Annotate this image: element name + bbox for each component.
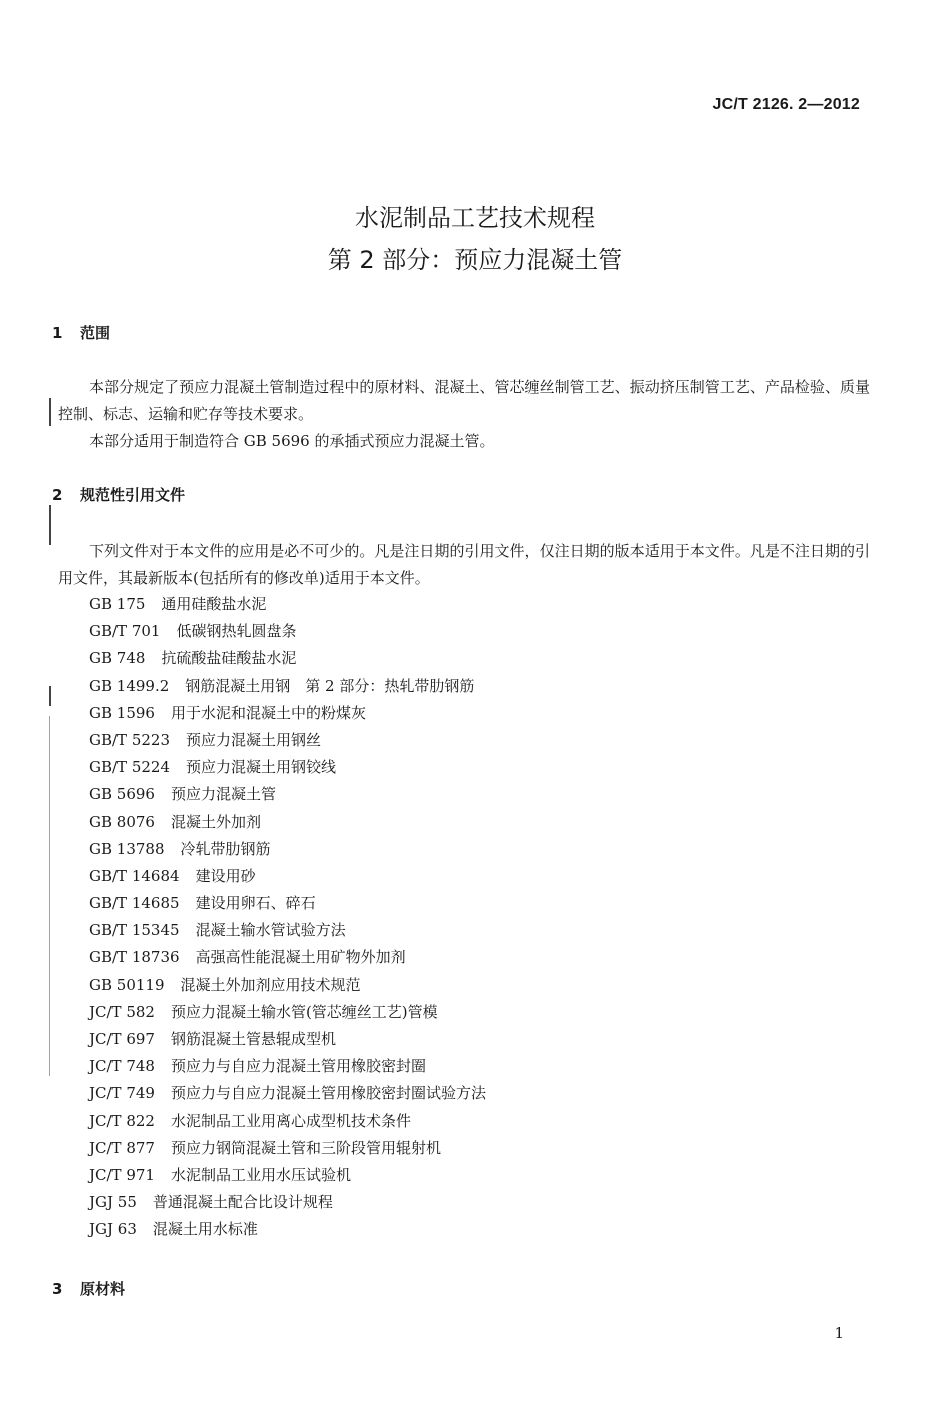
- reference-title: 低碳钢热轧圆盘条: [176, 622, 297, 641]
- reference-code: GB/T 14684: [89, 866, 180, 885]
- list-item: [89, 917, 486, 944]
- reference-title: 高强高性能混凝土用矿物外加剂: [195, 948, 406, 967]
- reference-code: GB 8076: [89, 812, 155, 831]
- reference-code: JC/T 582: [89, 1002, 155, 1021]
- reference-code: JGJ 63: [89, 1220, 137, 1239]
- reference-code: GB/T 701: [89, 622, 161, 641]
- reference-title: 预应力钢筒混凝土管和三阶段管用辊射机: [170, 1138, 441, 1157]
- reference-code: JC/T 877: [89, 1138, 155, 1157]
- reference-title: 普通混凝土配合比设计规程: [152, 1193, 333, 1212]
- reference-title: 通用硅酸盐水泥: [161, 595, 267, 613]
- reference-title: 钢筋混凝土管悬辊成型机: [170, 1030, 336, 1048]
- scan-margin-mark: [49, 398, 51, 426]
- reference-title: 预应力与自应力混凝土管用橡胶密封圈: [170, 1057, 426, 1076]
- reference-code: JC/T 749: [89, 1084, 155, 1103]
- paragraph: 本部分适用于制造符合 GB 5696 的承插式预应力混凝土管。: [89, 432, 495, 450]
- standard-number: JC/T 2126. 2—2012: [712, 96, 860, 113]
- reference-code: GB 175: [89, 595, 146, 613]
- reference-title: 预应力与自应力混凝土管用橡胶密封圈试验方法: [170, 1084, 486, 1103]
- list-item: [89, 1026, 486, 1053]
- document-subtitle: 第 2 部分：预应力混凝土管: [327, 246, 623, 274]
- reference-code: GB/T 5224: [89, 758, 171, 777]
- list-item: [89, 618, 486, 645]
- reference-code: GB 1499.2: [89, 676, 170, 695]
- list-item: [89, 673, 486, 700]
- list-item: [89, 1080, 486, 1107]
- list-item: [89, 591, 486, 618]
- reference-code: JGJ 55: [89, 1193, 137, 1212]
- reference-code: GB 13788: [89, 839, 165, 858]
- reference-code: GB/T 14685: [89, 894, 180, 913]
- document-title: 水泥制品工艺技术规程: [355, 204, 595, 232]
- list-item: [89, 836, 486, 863]
- reference-code: GB 1596: [89, 703, 155, 722]
- reference-title: 预应力混凝土用钢铰线: [186, 758, 337, 777]
- reference-title: 预应力混凝土输水管(管芯缠丝工艺)管模: [170, 1002, 438, 1021]
- list-item: [89, 1162, 486, 1189]
- reference-title: 用于水泥和混凝土中的粉煤灰: [170, 703, 366, 722]
- reference-code: JC/T 971: [89, 1165, 155, 1184]
- reference-title: 预应力混凝土管: [170, 785, 276, 804]
- reference-title: 混凝土外加剂应用技术规范: [180, 975, 361, 994]
- list-item: [89, 645, 486, 672]
- section-heading-raw-materials: [52, 1278, 125, 1299]
- list-item: [89, 754, 486, 781]
- list-item: [89, 727, 486, 754]
- reference-title: 钢筋混凝土用钢 第 2 部分：热轧带肋钢筋: [185, 676, 475, 695]
- section-title: 范围: [80, 324, 111, 342]
- reference-list: [89, 591, 486, 1244]
- list-item: [89, 809, 486, 836]
- reference-title: 建设用砂: [195, 866, 256, 885]
- reference-code: GB/T 15345: [89, 921, 180, 940]
- reference-title: 混凝土用水标准: [152, 1220, 258, 1239]
- list-item: [89, 700, 486, 727]
- reference-code: GB 748: [89, 649, 146, 668]
- section-number: 1: [52, 324, 63, 342]
- reference-code: GB/T 5223: [89, 730, 171, 749]
- list-item: [89, 863, 486, 890]
- reference-code: JC/T 697: [89, 1030, 155, 1048]
- reference-code: GB/T 18736: [89, 948, 180, 967]
- list-item: [89, 890, 486, 917]
- section-heading-normative-references: [52, 484, 185, 505]
- list-item: [89, 1053, 486, 1080]
- reference-code: JC/T 748: [89, 1057, 155, 1076]
- reference-title: 预应力混凝土用钢丝: [186, 730, 322, 749]
- section-heading-scope: [52, 322, 110, 343]
- reference-code: GB 50119: [89, 975, 165, 994]
- reference-title: 水泥制品工业用离心成型机技术条件: [170, 1111, 411, 1130]
- list-item: [89, 1135, 486, 1162]
- list-item: [89, 781, 486, 808]
- list-item: [89, 999, 486, 1026]
- reference-title: 冷轧带肋钢筋: [180, 839, 271, 858]
- section-number: 2: [52, 486, 63, 504]
- scan-margin-mark: [49, 686, 51, 706]
- list-item: [89, 1189, 486, 1216]
- reference-title: 抗硫酸盐硅酸盐水泥: [161, 649, 297, 668]
- scan-margin-mark: [49, 505, 51, 545]
- reference-code: JC/T 822: [89, 1111, 155, 1130]
- reference-title: 建设用卵石、碎石: [195, 894, 316, 913]
- list-item: [89, 1216, 486, 1243]
- reference-title: 水泥制品工业用水压试验机: [170, 1165, 351, 1184]
- list-item: [89, 972, 486, 999]
- section-number: 3: [52, 1280, 63, 1298]
- reference-title: 混凝土输水管试验方法: [195, 921, 346, 940]
- list-item: [89, 1108, 486, 1135]
- reference-code: GB 5696: [89, 785, 155, 804]
- section-title: 规范性引用文件: [80, 486, 186, 504]
- reference-title: 混凝土外加剂: [170, 812, 261, 831]
- scan-margin-mark: [49, 716, 50, 1076]
- paragraph: 本部分规定了预应力混凝土管制造过程中的原材料、混凝土、管芯缠丝制管工艺、振动挤压制管工艺、产品检验、质量控制、标志、运输和贮存等技术要求。: [58, 378, 870, 423]
- page-number: 1: [834, 1324, 844, 1342]
- paragraph: 下列文件对于本文件的应用是必不可少的。凡是注日期的引用文件，仅注日期的版本适用于本文件。凡是不注日期的引用文件，其最新版本(包括所有的修改单)适用于本文件。: [58, 542, 870, 587]
- list-item: [89, 944, 486, 971]
- section-title: 原材料: [80, 1280, 126, 1298]
